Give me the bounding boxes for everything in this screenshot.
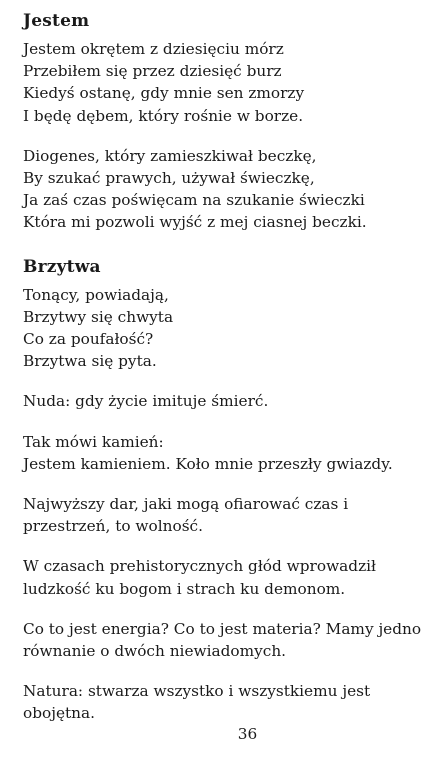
aphorism-line: Nuda: gdy życie imituje śmierć. [23,392,269,411]
aphorism-line: W czasach prehistorycznych głód wprowadził [23,557,376,576]
aphorism-line: obojętna. [23,704,95,723]
verse-line: I będę dębem, który rośnie w borze. [23,106,304,125]
verse-line: Kiedyś ostanę, gdy mnie sen zmorzy [23,84,305,103]
aphorism-line: ludzkość ku bogom i strach ku demonom. [23,579,346,598]
verse-line: Diogenes, który zamieszkiwał beczkę, [23,146,317,165]
section-title: Brzytwa [23,256,101,277]
verse-line: Jestem okrętem z dziesięciu mórz [23,40,284,58]
aphorism-line: przestrzeń, to wolność. [23,517,203,536]
aphorism-line: Jestem kamieniem. Koło mnie przeszły gwiazdy. [23,454,393,473]
verse-line: Ja zaś czas poświęcam na szukanie świeczki [23,191,365,210]
verse-line: Która mi pozwoli wyjść z mej ciasnej beczki. [23,213,367,232]
aphorism [23,493,423,537]
aphorism-line: Natura: stwarza wszystko i wszystkiemu jest [23,682,371,701]
document-page [23,10,423,743]
verse-line: Przebiłem się przez dziesięć burz [23,62,282,81]
verse-line: By szukać prawych, używał świeczkę, [23,169,315,188]
aphorism [23,555,423,599]
stanza [23,284,423,373]
section-title: Jestem [23,11,90,31]
verse-line: Co za poufałość? [23,330,154,349]
section-brzytwa [23,256,423,725]
aphorism-line: Tak mówi kamień: [23,432,164,451]
section-jestem [23,10,423,234]
stanza [23,38,423,127]
aphorism [23,431,423,475]
aphorism-line: Najwyższy dar, jaki mogą ofiarować czas i [23,495,349,514]
verse-line: Tonący, powiadają, [23,285,169,304]
aphorism-line: równanie o dwóch niewiadomych. [23,642,287,661]
stanza [23,145,423,234]
verse-line: Brzytwy się chwyta [23,307,174,326]
aphorism [23,618,423,662]
page-number: 36 [237,725,258,743]
aphorism [23,390,423,412]
aphorism [23,680,423,724]
verse-line: Brzytwa się pyta. [23,352,157,371]
aphorism-line: Co to jest energia? Co to jest materia? Mamy jedno [23,619,422,638]
